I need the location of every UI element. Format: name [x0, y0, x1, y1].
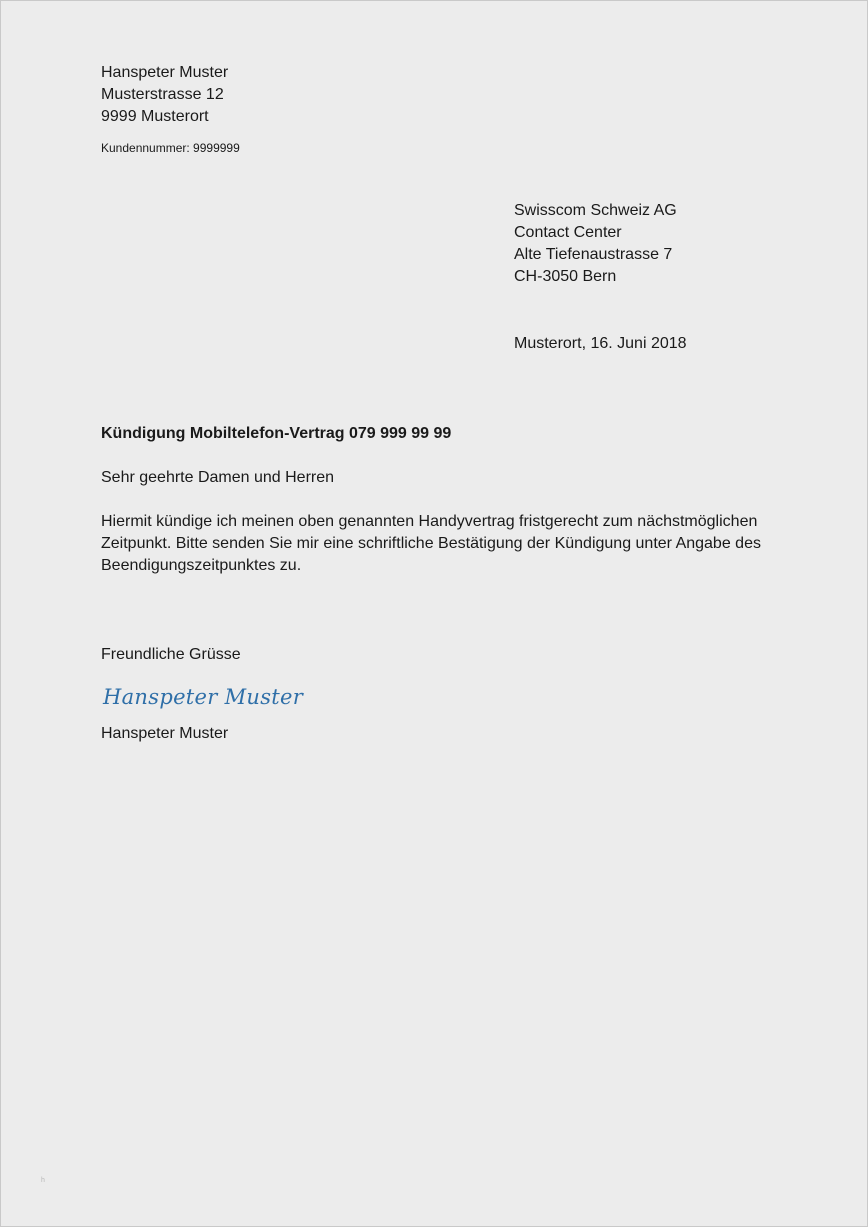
recipient-city: CH-3050 Bern [514, 268, 617, 285]
body-line: Zeitpunkt. Bitte senden Sie mir eine schriftliche Bestätigung der Kündigung unter Angabe des [101, 535, 761, 552]
recipient-address [514, 200, 677, 288]
body-line: Beendigungszeitpunktes zu. [101, 557, 302, 574]
closing: Freundliche Grüsse [101, 646, 241, 663]
sender-name: Hanspeter Muster [101, 64, 229, 81]
corner-mark: h [41, 1177, 45, 1184]
customer-number: Kundennummer: 9999999 [101, 141, 240, 155]
date-line: Musterort, 16. Juni 2018 [514, 335, 687, 352]
body-line: Hiermit kündige ich meinen oben genannten Handyvertrag fristgerecht zum nächstmöglichen [101, 513, 758, 530]
sender-address [101, 62, 228, 128]
handwritten-signature: Hanspeter Muster [103, 685, 304, 709]
recipient-street: Alte Tiefenaustrasse 7 [514, 246, 673, 263]
sender-street: Musterstrasse 12 [101, 86, 224, 103]
letter-body [101, 511, 801, 577]
recipient-department: Contact Center [514, 224, 622, 241]
signer-name: Hanspeter Muster [101, 725, 229, 742]
salutation: Sehr geehrte Damen und Herren [101, 469, 335, 486]
subject-line: Kündigung Mobiltelefon-Vertrag 079 999 99 99 [101, 425, 452, 442]
recipient-company: Swisscom Schweiz AG [514, 202, 677, 219]
sender-city: 9999 Musterort [101, 108, 209, 125]
